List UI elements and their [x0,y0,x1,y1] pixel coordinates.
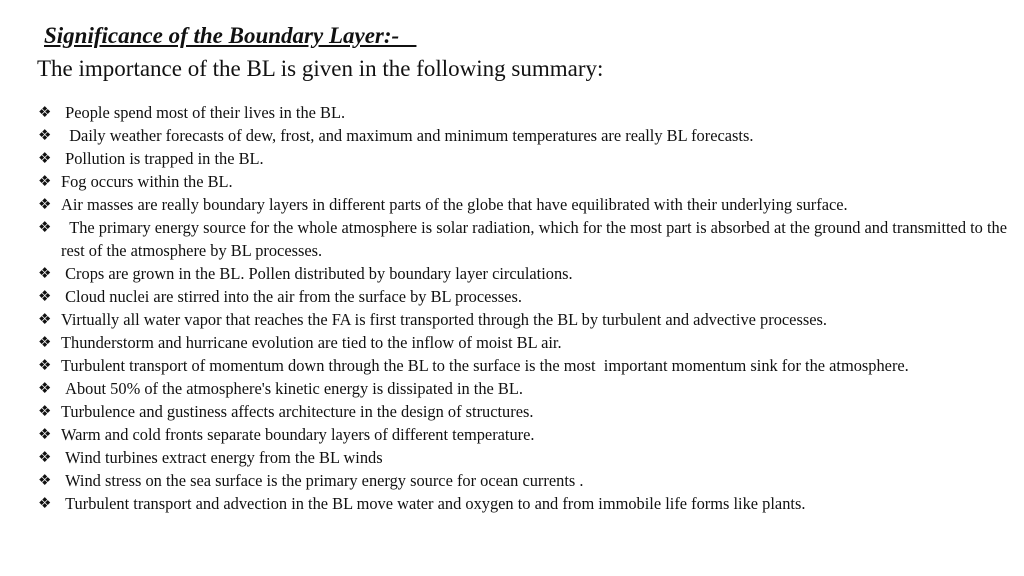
diamond-bullet-icon: ❖ [38,126,52,144]
bullet-text: Air masses are really boundary layers in different parts of the globe that have equilibrated with their underlying surface. [61,195,848,214]
diamond-bullet-icon: ❖ [38,195,52,213]
diamond-bullet-icon: ❖ [38,103,52,121]
slide-subtitle: The importance of the BL is given in the following summary: [37,56,604,81]
bullet-text: Turbulent transport of momentum down through the BL to the surface is the most important momentum sink for the atmosphere. [61,356,909,375]
diamond-bullet-icon: ❖ [38,494,52,512]
bullet-item [38,147,1008,170]
bullet-list [38,101,1012,515]
diamond-bullet-icon: ❖ [38,218,52,236]
bullet-text: Pollution is trapped in the BL. [61,149,264,168]
bullet-item [38,262,1008,285]
diamond-bullet-icon: ❖ [38,287,52,305]
bullet-text: About 50% of the atmosphere's kinetic energy is dissipated in the BL. [61,379,523,398]
bullet-item [38,124,1008,147]
bullet-item [38,377,1008,400]
bullet-item [38,423,1008,446]
slide-title: Significance of the Boundary Layer:- [44,23,417,48]
bullet-item [38,101,1008,124]
bullet-text: Daily weather forecasts of dew, frost, and maximum and minimum temperatures are really BL forecasts. [61,126,754,145]
bullet-text: Turbulence and gustiness affects architecture in the design of structures. [61,402,534,421]
bullet-text: Turbulent transport and advection in the BL move water and oxygen to and from immobile life forms like plants. [61,494,806,513]
diamond-bullet-icon: ❖ [38,264,52,282]
bullet-text: Crops are grown in the BL. Pollen distributed by boundary layer circulations. [61,264,573,283]
bullet-text: People spend most of their lives in the BL. [61,103,346,122]
diamond-bullet-icon: ❖ [38,149,52,167]
bullet-item [38,354,1008,377]
bullet-text: Warm and cold fronts separate boundary layers of different temperature. [61,425,535,444]
bullet-item [38,331,1008,354]
bullet-item [38,469,1008,492]
bullet-item [38,285,1008,308]
bullet-text: Thunderstorm and hurricane evolution are tied to the inflow of moist BL air. [61,333,562,352]
diamond-bullet-icon: ❖ [38,471,52,489]
bullet-item [38,308,1008,331]
bullet-item [38,193,1008,216]
diamond-bullet-icon: ❖ [38,356,52,374]
bullet-text: Fog occurs within the BL. [61,172,233,191]
diamond-bullet-icon: ❖ [38,402,52,420]
bullet-item [38,170,1008,193]
diamond-bullet-icon: ❖ [38,448,52,466]
diamond-bullet-icon: ❖ [38,379,52,397]
bullet-item [38,400,1008,423]
bullet-text: Cloud nuclei are stirred into the air from the surface by BL processes. [61,287,522,306]
bullet-text: Virtually all water vapor that reaches the FA is first transported through the BL by turbulent and advective processes. [61,310,827,329]
diamond-bullet-icon: ❖ [38,310,52,328]
diamond-bullet-icon: ❖ [38,425,52,443]
bullet-item [38,216,1012,262]
diamond-bullet-icon: ❖ [38,333,52,351]
bullet-item [38,492,1008,515]
bullet-text: The primary energy source for the whole atmosphere is solar radiation, which for the most part is absorbed at the ground and transmitted to the rest of the atmosphere by BL processes. [61,218,1012,260]
bullet-text: Wind stress on the sea surface is the primary energy source for ocean currents . [61,471,584,490]
bullet-text: Wind turbines extract energy from the BL winds [61,448,383,467]
diamond-bullet-icon: ❖ [38,172,52,190]
bullet-item [38,446,1008,469]
